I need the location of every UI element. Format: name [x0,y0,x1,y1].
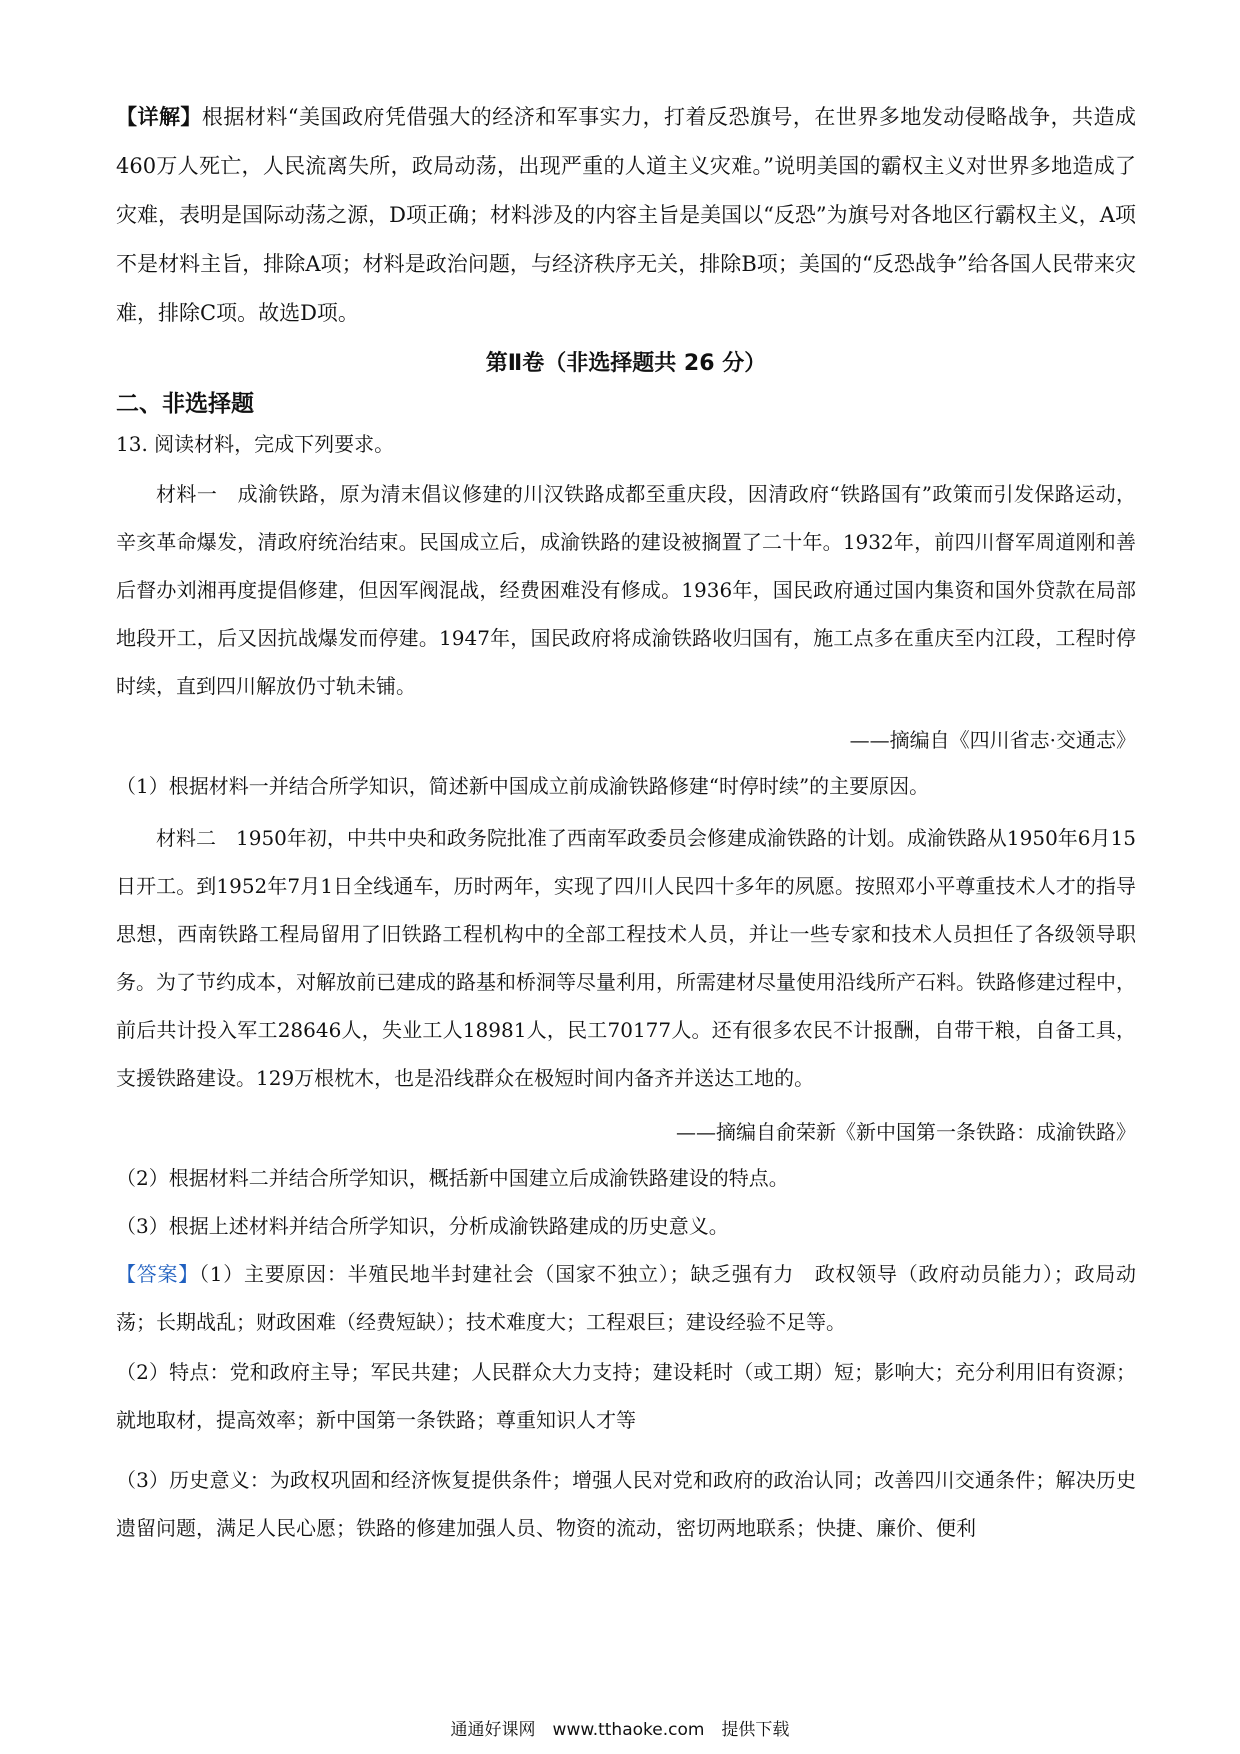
answer-1 [116,1250,1136,1346]
detail-text: 根据材料“美国政府凭借强大的经济和军事实力，打着反恐旗号，在世界多地发动侵略战争，共造成460万人死亡，人民流离失所，政局动荡，出现严重的人道主义灾难。”说明美国的霸权主义对世界多地造成了灾难，表明是国际动荡之源，D项正确；材料涉及的内容主旨是美国以“反恐”为旗号对各地区行霸权主义，A项不是材料主旨，排除A项；材料是政治问题，与经济秩序无关，排除B项；美国的“反恐战争”给各国人民带来灾难，排除C项。故选D项。 [116,105,1137,325]
material-one: 材料一 成渝铁路，原为清末倡议修建的川汉铁路成都至重庆段，因清政府“铁路国有”政策而引发保路运动，辛亥革命爆发，清政府统治结束。民国成立后，成渝铁路的建设被搁置了二十年。1932年，前四川督军周道刚和善后督办刘湘再度提倡修建，但因军阀混战，经费困难没有修成。1936年，国民政府通过国内集资和国外贷款在局部地段开工，后又因抗战爆发而停建。1947年，国民政府将成渝铁路收归国有，施工点多在重庆至内江段，工程时停时续，直到四川解放仍寸轨未铺。 [116,482,1136,698]
detail-paragraph [116,92,1136,338]
sub-question-3: （3）根据上述材料并结合所学知识，分析成渝铁路建成的历史意义。 [116,1214,729,1238]
question-stem: 13. 阅读材料，完成下列要求。 [116,432,395,456]
material-one-source: ——摘编自《四川省志·交通志》 [849,728,1136,752]
page-footer: 通通好课网 www.tthaoke.com 提供下载 [450,1720,790,1740]
material-two: 材料二 1950年初，中共中央和政务院批准了西南军政委员会修建成渝铁路的计划。成渝铁路从1950年6月15日开工。到1952年7月1日全线通车，历时两年，实现了四川人民四十多年的夙愿。按照邓小平尊重技术人才的指导思想，西南铁路工程局留用了旧铁路工程机构中的全部工程技术人员，并让一些专家和技术人员担任了各级领导职务。为了节约成本，对解放前已建成的路基和桥洞等尽量利用，所需建材尽量使用沿线所产石料。铁路修建过程中，前后共计投入军工28646人，失业工人18981人，民工70177人。还有很多农民不计报酬，自带干粮，自备工具，支援铁路建设。129万根枕木，也是沿线群众在极短时间内备齐并送达工地的。 [116,826,1136,1090]
part-heading: 二、非选择题 [116,391,254,417]
answer-1-text: （1）主要原因：半殖民地半封建社会（国家不独立）；缺乏强有力 政权领导（政府动员能力）；政局动荡；长期战乱；财政困难（经费短缺）；技术难度大；工程艰巨；建设经验不足等。 [116,1262,1136,1334]
answer-tag: 【答案】 [116,1262,199,1286]
section-title: 第Ⅱ卷（非选择题共 26 分） [485,351,767,376]
document-page [116,92,1136,1552]
detail-tag: 【详解】 [116,104,202,129]
answer-2: （2）特点：党和政府主导；军民共建；人民群众大力支持；建设耗时（或工期）短；影响大；充分利用旧有资源；就地取材，提高效率；新中国第一条铁路；尊重知识人才等 [116,1360,1136,1432]
sub-question-1: （1）根据材料一并结合所学知识，简述新中国成立前成渝铁路修建“时停时续”的主要原因。 [116,774,930,798]
sub-question-2: （2）根据材料二并结合所学知识，概括新中国建立后成渝铁路建设的特点。 [116,1166,789,1190]
answer-3: （3）历史意义：为政权巩固和经济恢复提供条件；增强人民对党和政府的政治认同；改善四川交通条件；解决历史遗留问题，满足人民心愿；铁路的修建加强人员、物资的流动，密切两地联系；快捷、廉价、便利 [116,1468,1136,1540]
material-two-source: ——摘编自俞荣新《新中国第一条铁路：成渝铁路》 [676,1120,1136,1144]
